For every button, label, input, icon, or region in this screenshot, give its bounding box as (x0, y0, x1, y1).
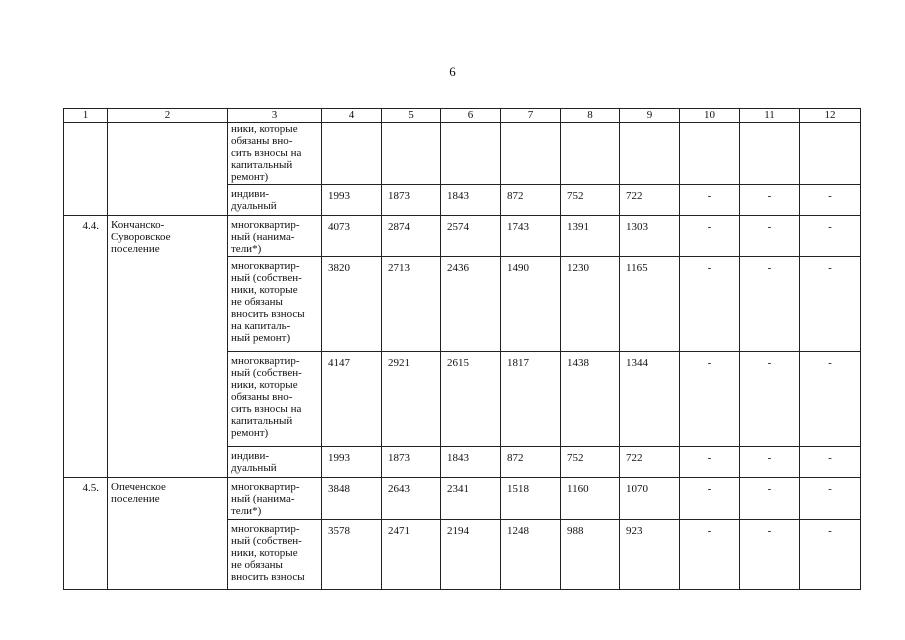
column-number-header: 8 (561, 109, 620, 123)
value-cell: 4147 (322, 352, 382, 447)
housing-type: индиви- дуальный (228, 185, 322, 216)
dash-cell: - (800, 352, 861, 447)
housing-type: ники, которые обязаны вно- сить взносы на капитальный ремонт) (228, 123, 322, 185)
value-cell (561, 123, 620, 185)
value-cell: 1993 (322, 447, 382, 478)
value-cell: 752 (561, 185, 620, 216)
dash-cell: - (680, 352, 740, 447)
value-cell: 872 (501, 447, 561, 478)
value-cell (322, 123, 382, 185)
value-cell: 1391 (561, 216, 620, 257)
dash-cell: - (680, 185, 740, 216)
value-cell: 2574 (441, 216, 501, 257)
value-cell: 722 (620, 447, 680, 478)
value-cell: 1303 (620, 216, 680, 257)
value-cell: 988 (561, 520, 620, 590)
row-number (64, 123, 108, 216)
value-cell: 722 (620, 185, 680, 216)
value-cell: 1230 (561, 257, 620, 352)
dash-cell: - (680, 447, 740, 478)
dash-cell: - (740, 257, 800, 352)
value-cell: 1438 (561, 352, 620, 447)
value-cell (441, 123, 501, 185)
dash-cell: - (740, 352, 800, 447)
value-cell: 1873 (382, 185, 441, 216)
column-number-header: 1 (64, 109, 108, 123)
dash-cell: - (680, 257, 740, 352)
dash-cell: - (800, 257, 861, 352)
settlement-name (108, 123, 228, 216)
value-cell: 2471 (382, 520, 441, 590)
column-number-header: 6 (441, 109, 501, 123)
value-cell: 1344 (620, 352, 680, 447)
column-number-header: 3 (228, 109, 322, 123)
tariff-table (63, 108, 861, 590)
settlement-name: Кончанско- Суворовское поселение (108, 216, 228, 478)
value-cell: 2643 (382, 478, 441, 520)
dash-cell: - (680, 478, 740, 520)
housing-type: многоквартир- ный (нанима- тели*) (228, 478, 322, 520)
value-cell: 1490 (501, 257, 561, 352)
value-cell: 2615 (441, 352, 501, 447)
value-cell: 1817 (501, 352, 561, 447)
value-cell: 2713 (382, 257, 441, 352)
row-number: 4.4. (64, 216, 108, 478)
value-cell: 1518 (501, 478, 561, 520)
dash-cell: - (740, 520, 800, 590)
column-number-header-row (64, 109, 861, 123)
value-cell: 3578 (322, 520, 382, 590)
housing-type: индиви- дуальный (228, 447, 322, 478)
table-row (64, 123, 861, 185)
dash-cell: - (800, 478, 861, 520)
empty-cell (740, 123, 800, 185)
value-cell: 1165 (620, 257, 680, 352)
page-number: 6 (449, 64, 456, 79)
value-cell: 1873 (382, 447, 441, 478)
value-cell: 2194 (441, 520, 501, 590)
value-cell (620, 123, 680, 185)
dash-cell: - (740, 216, 800, 257)
value-cell: 1743 (501, 216, 561, 257)
dash-cell: - (740, 478, 800, 520)
dash-cell: - (740, 447, 800, 478)
empty-cell (800, 123, 861, 185)
column-number-header: 2 (108, 109, 228, 123)
value-cell: 1993 (322, 185, 382, 216)
table-row (64, 478, 861, 520)
housing-type: многоквартир- ный (нанима- тели*) (228, 216, 322, 257)
value-cell (382, 123, 441, 185)
column-number-header: 4 (322, 109, 382, 123)
housing-type: многоквартир- ный (собствен- ники, которые обязаны вно- сить взносы на капитальный ремонт) (228, 352, 322, 447)
housing-type: многоквартир- ный (собствен- ники, которые не обязаны вносить взносы (228, 520, 322, 590)
value-cell: 872 (501, 185, 561, 216)
dash-cell: - (800, 216, 861, 257)
column-number-header: 11 (740, 109, 800, 123)
dash-cell: - (800, 520, 861, 590)
value-cell (501, 123, 561, 185)
dash-cell: - (800, 185, 861, 216)
value-cell: 1843 (441, 185, 501, 216)
value-cell: 1248 (501, 520, 561, 590)
column-number-header: 12 (800, 109, 861, 123)
value-cell: 4073 (322, 216, 382, 257)
dash-cell: - (680, 216, 740, 257)
column-number-header: 7 (501, 109, 561, 123)
column-number-header: 5 (382, 109, 441, 123)
settlement-name: Опеченское поселение (108, 478, 228, 590)
empty-cell (680, 123, 740, 185)
value-cell: 2341 (441, 478, 501, 520)
value-cell: 923 (620, 520, 680, 590)
column-number-header: 9 (620, 109, 680, 123)
row-number: 4.5. (64, 478, 108, 590)
table-row (64, 216, 861, 257)
column-number-header: 10 (680, 109, 740, 123)
dash-cell: - (680, 520, 740, 590)
value-cell: 1843 (441, 447, 501, 478)
value-cell: 752 (561, 447, 620, 478)
value-cell: 1160 (561, 478, 620, 520)
dash-cell: - (800, 447, 861, 478)
value-cell: 2874 (382, 216, 441, 257)
value-cell: 2436 (441, 257, 501, 352)
value-cell: 1070 (620, 478, 680, 520)
value-cell: 2921 (382, 352, 441, 447)
dash-cell: - (740, 185, 800, 216)
value-cell: 3820 (322, 257, 382, 352)
housing-type: многоквартир- ный (собствен- ники, которые не обязаны вносить взносы на капиталь- ный ремонт) (228, 257, 322, 352)
value-cell: 3848 (322, 478, 382, 520)
